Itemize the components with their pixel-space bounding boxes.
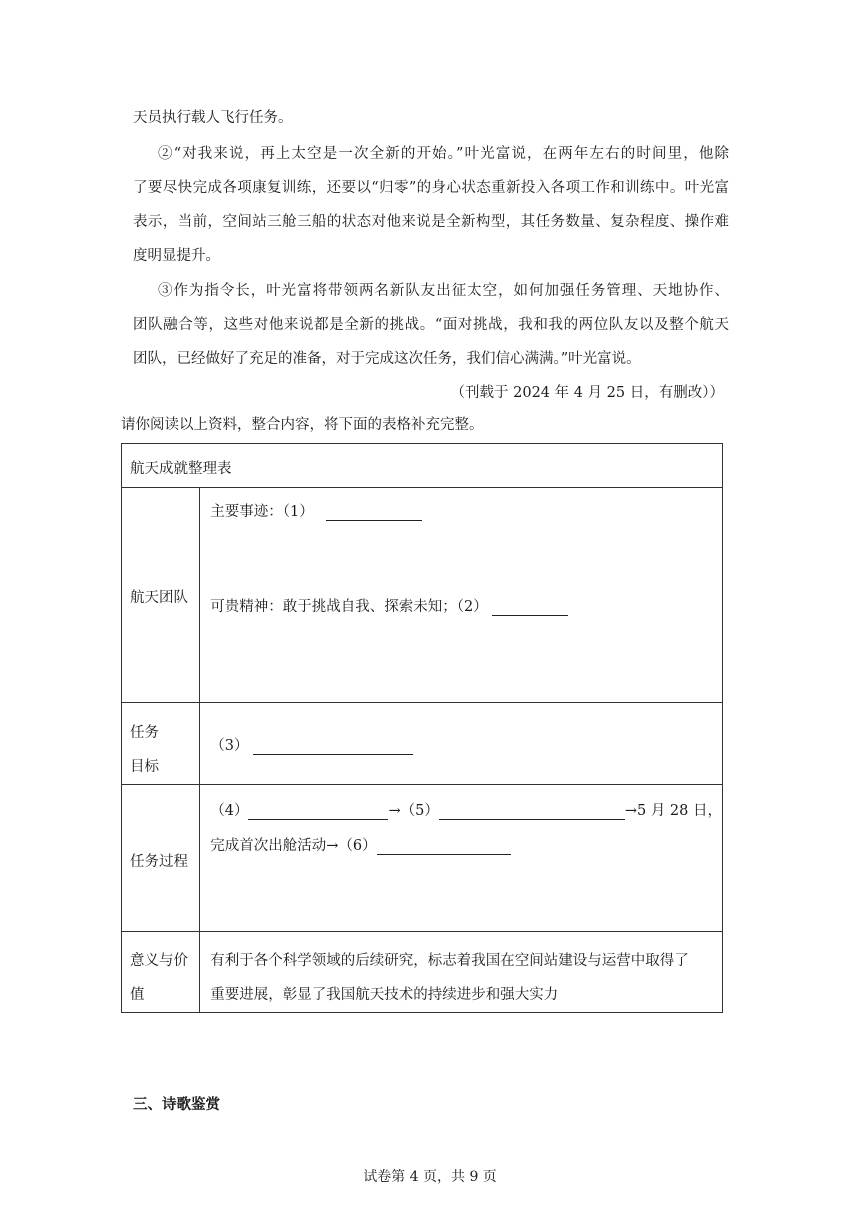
answer-blank-5[interactable]	[439, 803, 625, 820]
process-label-cell	[122, 785, 200, 932]
paragraph-3-line: 团队融合等，这些对他来说都是全新的挑战。“面对挑战，我和我的两位队友以及整个航天	[133, 317, 729, 333]
page-footer: 试卷第 4 页，共 9 页	[363, 1169, 497, 1185]
paragraph-2-line: ②“对我来说，再上太空是一次全新的开始。”叶光富说，在两年左右的时间里，他除	[158, 146, 729, 162]
meaning-line: 重要进展，彰显了我国航天技术的持续进步和强大实力	[210, 987, 559, 1003]
paragraph-2-line: 度明显提升。	[133, 248, 220, 264]
answer-blank-2[interactable]	[492, 599, 568, 616]
main-deeds-label: 主要事迹：（1）	[210, 504, 314, 520]
paragraph-3-line: 团队，已经做好了充足的准备，对于完成这次任务，我们信心满满。”叶光富说。	[133, 351, 641, 367]
spirit-label: 可贵精神：敢于挑战自我、探索未知；（2）	[210, 599, 488, 615]
meaning-label-cell	[122, 932, 200, 1013]
answer-blank-6[interactable]	[377, 838, 511, 855]
answer-blank-4[interactable]	[248, 803, 388, 820]
goal-content-cell	[200, 703, 723, 785]
source-note: （刊载于 2024 年 4 月 25 日，有删改））	[450, 385, 724, 401]
paragraph-2-line: 了要尽快完成各项康复训练，还要以“归零”的身心状态重新投入各项工作和训练中。叶光富	[133, 180, 729, 196]
achievement-table	[121, 443, 723, 1013]
paragraph-2-line: 表示，当前，空间站三舱三船的状态对他来说是全新构型，其任务数量、复杂程度、操作难	[133, 214, 729, 230]
meaning-line: 有利于各个科学领域的后续研究，标志着我国在空间站建设与运营中取得了	[210, 953, 689, 969]
meaning-label: 意义与价	[130, 953, 188, 969]
process-line2: 完成首次出舱活动→（6）	[210, 838, 377, 854]
process-date: →5 月 28 日，	[624, 803, 722, 819]
goal-blank-label: （3）	[210, 738, 249, 754]
process-4-label: （4）	[210, 803, 249, 819]
process-content-cell	[200, 785, 723, 932]
paragraph-3-line: ③作为指令长，叶光富将带领两名新队友出征太空，如何加强任务管理、天地协作、	[158, 283, 729, 299]
table-title: 航天成就整理表	[130, 461, 232, 477]
process-label: 任务过程	[130, 854, 188, 870]
answer-blank-3[interactable]	[253, 738, 413, 755]
table-title-cell	[122, 444, 723, 488]
team-label-cell	[122, 488, 200, 703]
section-heading: 三、诗歌鉴赏	[133, 1097, 220, 1113]
team-label: 航天团队	[130, 590, 188, 606]
meaning-content-cell	[200, 932, 723, 1013]
passage-line: 天员执行载人飞行任务。	[133, 110, 293, 126]
goal-label-cell	[122, 703, 200, 785]
instruction: 请你阅读以上资料，整合内容，将下面的表格补充完整。	[121, 417, 484, 433]
answer-blank-1[interactable]	[326, 504, 422, 521]
team-content-cell	[200, 488, 723, 703]
goal-label: 任务	[130, 725, 159, 741]
goal-label: 目标	[130, 759, 159, 775]
process-5-label: →（5）	[388, 803, 439, 819]
meaning-label: 值	[130, 987, 145, 1003]
